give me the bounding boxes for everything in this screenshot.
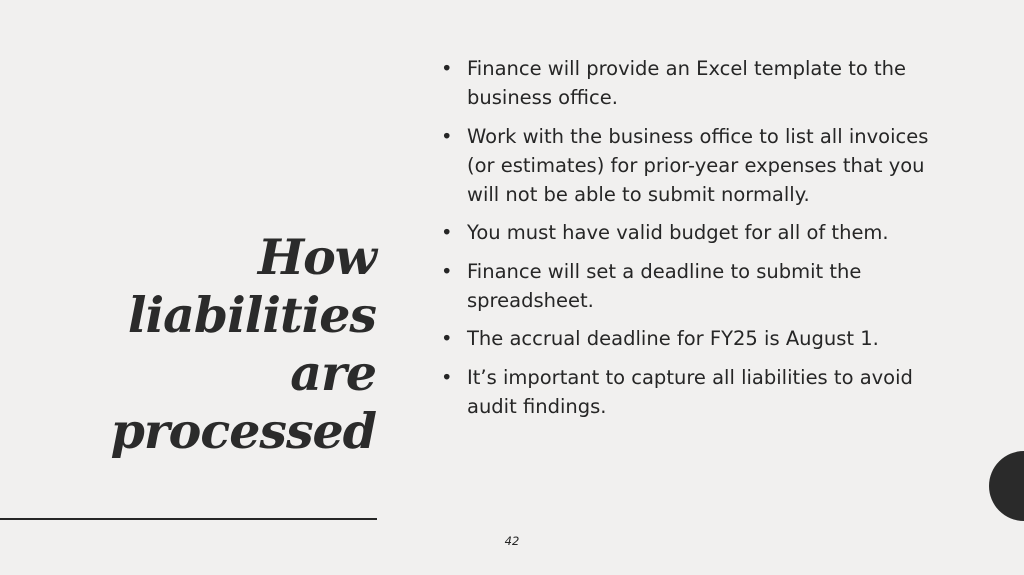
bullet-icon: • <box>441 124 453 148</box>
bullet-text: The accrual deadline for FY25 is August 1. <box>467 327 879 350</box>
bullet-text: Work with the business office to list all invoices (or estimates) for prior-year expenses that you will not be able to submit normally. <box>467 124 929 206</box>
bullet-text: You must have valid budget for all of them. <box>467 221 889 244</box>
bullet-item <box>441 122 961 209</box>
page-number: 42 <box>504 534 520 548</box>
bullet-text: It’s important to capture all liabilities to avoid audit findings. <box>467 365 913 418</box>
bullet-item <box>441 257 961 315</box>
slide-title-line: How <box>257 228 376 286</box>
bullet-list <box>441 54 961 430</box>
slide-title-line: processed <box>110 402 376 460</box>
bullet-item <box>441 363 961 421</box>
bullet-item <box>441 54 961 112</box>
bullet-text: Finance will set a deadline to submit the spreadsheet. <box>467 259 862 312</box>
slide-title <box>76 228 376 460</box>
bullet-icon: • <box>441 57 453 80</box>
bullet-icon: • <box>441 221 453 244</box>
bullet-item <box>441 324 961 353</box>
slide-title-line: liabilities <box>127 286 376 344</box>
bullet-icon: • <box>441 259 453 283</box>
bullet-icon: • <box>441 365 453 389</box>
bullet-icon: • <box>441 327 453 350</box>
bullet-item <box>441 218 961 247</box>
slide-title-line: are <box>290 344 376 402</box>
bullet-text: Finance will provide an Excel template to the business office. <box>467 57 906 109</box>
title-underline-rule <box>0 518 377 520</box>
decorative-circle <box>989 451 1024 521</box>
